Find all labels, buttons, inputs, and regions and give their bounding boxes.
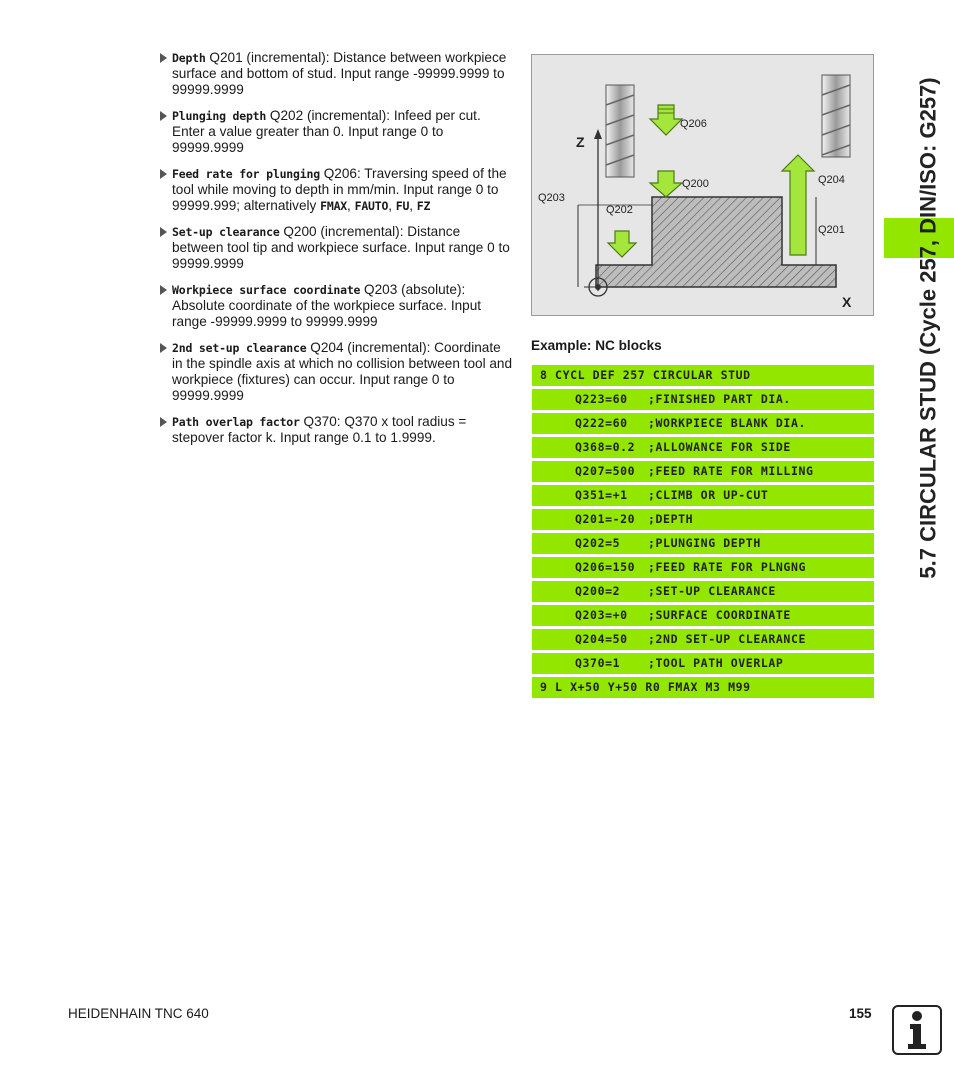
nc-block-row <box>532 485 874 506</box>
param-path-overlap <box>158 414 514 446</box>
arrow-q204 <box>782 155 814 255</box>
label-q201: Q201 <box>818 224 845 236</box>
param-description: Q206: Traversing speed of the tool while moving to depth in mm/min. Input range 0 to 99999.999; alternatively <box>172 166 507 213</box>
nc-code: Q204=50 <box>575 632 628 646</box>
nc-code: Q207=500 <box>575 464 636 478</box>
nc-code: Q206=150 <box>575 560 636 574</box>
option-fz: FZ <box>416 199 431 213</box>
info-icon <box>892 1005 942 1055</box>
arrow-q200 <box>650 171 682 197</box>
param-depth <box>158 50 514 98</box>
nc-code: Q222=60 <box>575 416 628 430</box>
cycle-diagram <box>531 54 874 316</box>
param-workpiece-surface <box>158 282 514 330</box>
nc-comment: ;FEED RATE FOR MILLING <box>648 464 814 478</box>
example-title: Example: NC blocks <box>531 338 662 353</box>
nc-comment: ;CLIMB OR UP-CUT <box>648 488 769 502</box>
param-feed-rate-plunging <box>158 166 514 214</box>
nc-code: Q203=+0 <box>575 608 628 622</box>
nc-comment: ;ALLOWANCE FOR SIDE <box>648 440 791 454</box>
nc-code: 9 L X+50 Y+50 R0 FMAX M3 M99 <box>540 680 751 694</box>
param-label: Depth <box>172 51 206 65</box>
param-description: Q204 (incremental): Coordinate in the spindle axis at which no collision between tool and workpiece (fixtures) can occur. Input range 0 to 99999.9999 <box>172 340 513 403</box>
tool-left <box>606 85 634 177</box>
param-label: Workpiece surface coordinate <box>172 283 361 297</box>
label-q206: Q206 <box>680 118 707 130</box>
param-plunging-depth <box>158 108 514 156</box>
param-description: Q202 (incremental): Infeed per cut. Enter a value greater than 0. Input range 0 to 99999.9999 <box>172 108 481 155</box>
page-number: 155 <box>849 1006 872 1021</box>
nc-block-row <box>532 365 874 386</box>
bullet-arrow-icon <box>160 285 167 295</box>
nc-comment: ;FINISHED PART DIA. <box>648 392 791 406</box>
nc-block-row <box>532 605 874 626</box>
nc-code: Q368=0.2 <box>575 440 636 454</box>
bullet-arrow-icon <box>160 111 167 121</box>
nc-code: 8 CYCL DEF 257 CIRCULAR STUD <box>540 368 751 382</box>
nc-comment: ;SET-UP CLEARANCE <box>648 584 776 598</box>
bullet-arrow-icon <box>160 417 167 427</box>
chapter-title-text: 5.7 CIRCULAR STUD (Cycle 257, DIN/ISO: G257) <box>916 77 941 579</box>
option-fmax: FMAX <box>320 199 348 213</box>
param-description: Q203 (absolute): Absolute coordinate of the workpiece surface. Input range -99999.9999 to 99999.9999 <box>172 282 482 329</box>
nc-block-row <box>532 557 874 578</box>
nc-block-row <box>532 509 874 530</box>
nc-code: Q370=1 <box>575 656 621 670</box>
label-x-axis: X <box>842 294 852 310</box>
label-z-axis: Z <box>576 134 585 150</box>
arrow-q206 <box>650 105 682 135</box>
bullet-arrow-icon <box>160 227 167 237</box>
nc-code: Q223=60 <box>575 392 628 406</box>
nc-block-row <box>532 677 874 698</box>
nc-block-row <box>532 581 874 602</box>
param-description: Q200 (incremental): Distance between tool tip and workpiece surface. Input range 0 to 99999.9999 <box>172 224 510 271</box>
bullet-arrow-icon <box>160 343 167 353</box>
param-description: Q370: Q370 x tool radius = stepover factor k. Input range 0.1 to 1.9999. <box>172 414 467 445</box>
parameter-list <box>158 50 514 456</box>
nc-block-row <box>532 461 874 482</box>
nc-code: Q202=5 <box>575 536 621 550</box>
param-label: Feed rate for plunging <box>172 167 320 181</box>
param-label: Plunging depth <box>172 109 267 123</box>
param-description: Q201 (incremental): Distance between workpiece surface and bottom of stud. Input range -99999.9999 to 99999.9999 <box>172 50 507 97</box>
nc-comment: ;FEED RATE FOR PLNGNG <box>648 560 806 574</box>
nc-block-row <box>532 533 874 554</box>
bullet-arrow-icon <box>160 53 167 63</box>
option-fauto: FAUTO <box>354 199 389 213</box>
nc-block-row <box>532 653 874 674</box>
label-q202: Q202 <box>606 204 633 216</box>
nc-comment: ;2ND SET-UP CLEARANCE <box>648 632 806 646</box>
chapter-side-title <box>912 28 946 628</box>
tool-right <box>822 75 850 157</box>
nc-blocks-table <box>532 365 874 701</box>
bullet-arrow-icon <box>160 169 167 179</box>
arrow-q202 <box>608 231 636 257</box>
separator: , <box>409 198 417 213</box>
nc-comment: ;TOOL PATH OVERLAP <box>648 656 784 670</box>
nc-block-row <box>532 389 874 410</box>
separator: , <box>347 198 355 213</box>
param-label: Path overlap factor <box>172 415 300 429</box>
nc-code: Q201=-20 <box>575 512 636 526</box>
nc-comment: ;WORKPIECE BLANK DIA. <box>648 416 806 430</box>
nc-comment: ;DEPTH <box>648 512 694 526</box>
label-q200: Q200 <box>682 178 709 190</box>
label-q204: Q204 <box>818 174 845 186</box>
param-2nd-setup-clearance <box>158 340 514 404</box>
option-fu: FU <box>395 199 410 213</box>
nc-comment: ;PLUNGING DEPTH <box>648 536 761 550</box>
nc-block-row <box>532 413 874 434</box>
separator: , <box>388 198 396 213</box>
nc-comment: ;SURFACE COORDINATE <box>648 608 791 622</box>
footer-product: HEIDENHAIN TNC 640 <box>68 1006 209 1021</box>
param-setup-clearance <box>158 224 514 272</box>
nc-code: Q200=2 <box>575 584 621 598</box>
param-label: 2nd set-up clearance <box>172 341 307 355</box>
param-label: Set-up clearance <box>172 225 280 239</box>
nc-code: Q351=+1 <box>575 488 628 502</box>
label-q203: Q203 <box>538 192 565 204</box>
nc-block-row <box>532 629 874 650</box>
nc-block-row <box>532 437 874 458</box>
